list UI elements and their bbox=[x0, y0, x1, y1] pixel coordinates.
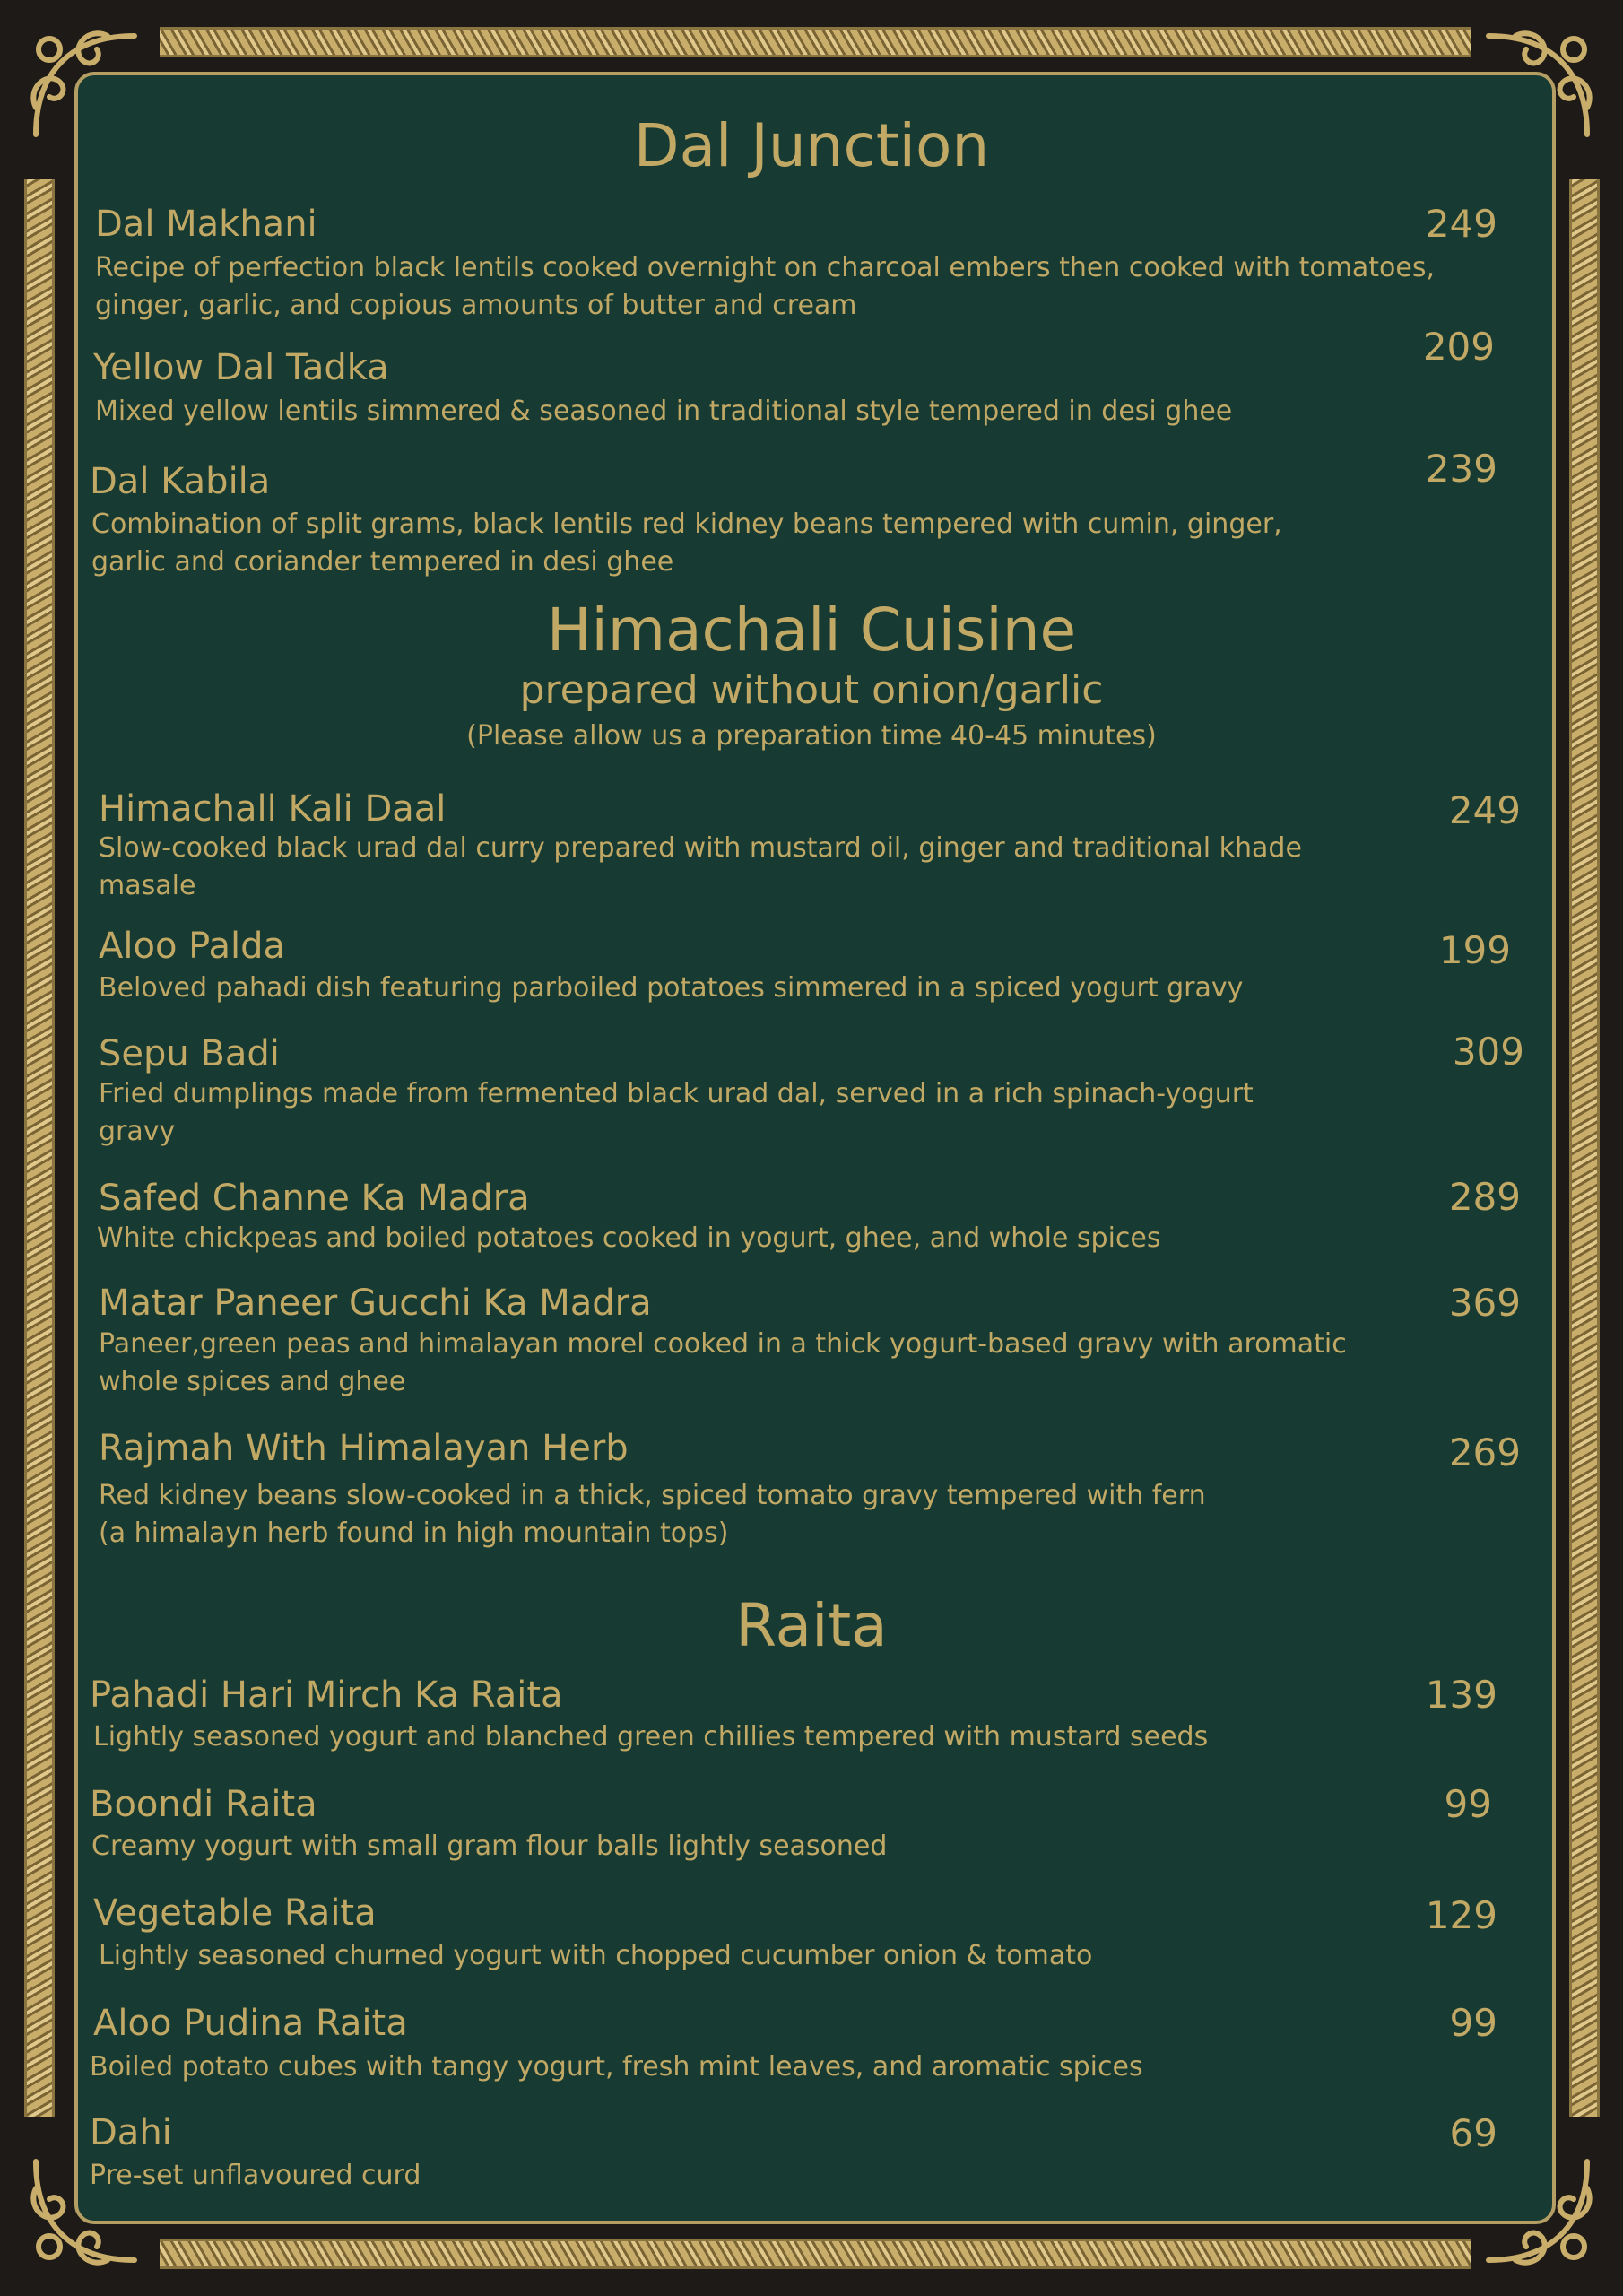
menu-item-price: 99 bbox=[1444, 1782, 1492, 1826]
menu-item-name: Dahi bbox=[90, 2112, 172, 2153]
menu-item-name: Vegetable Raita bbox=[93, 1892, 377, 1934]
menu-item-name: Dal Kabila bbox=[90, 461, 271, 502]
menu-item-description: Red kidney beans slow-cooked in a thick, spiced tomato gravy tempered with fern bbox=[99, 1480, 1206, 1511]
menu-item-price: 209 bbox=[1422, 325, 1495, 369]
menu-item-description: White chickpeas and boiled potatoes cooked in yogurt, ghee, and whole spices bbox=[97, 1222, 1161, 1254]
menu-item-name: Rajmah With Himalayan Herb bbox=[99, 1428, 629, 1469]
menu-item-description: Paneer,green peas and himalayan morel cooked in a thick yogurt-based gravy with aromatic whole spices and ghee bbox=[99, 1328, 1347, 1397]
menu-item-name: Yellow Dal Tadka bbox=[93, 347, 389, 388]
menu-item-name: Boondi Raita bbox=[90, 1784, 317, 1825]
menu-item-price: 269 bbox=[1448, 1431, 1521, 1474]
menu-item-description: Recipe of perfection black lentils cooked overnight on charcoal embers then cooked with tomatoes, ginger, garlic, and copious amounts of butter and cream bbox=[95, 252, 1436, 321]
menu-item-price: 249 bbox=[1448, 788, 1521, 832]
section-subtitle: prepared without onion/garlic bbox=[519, 667, 1104, 713]
menu-item-name: Aloo Pudina Raita bbox=[93, 2003, 408, 2044]
menu-item-description: Creamy yogurt with small gram flour balls lightly seasoned bbox=[91, 1831, 888, 1862]
menu-item-name: Pahadi Hari Mirch Ka Raita bbox=[90, 1674, 563, 1716]
menu-item-description: Beloved pahadi dish featuring parboiled potatoes simmered in a spiced yogurt gravy bbox=[99, 972, 1244, 1004]
menu-item-name: Dal Makhani bbox=[95, 204, 317, 245]
menu-item-name: Aloo Palda bbox=[99, 926, 285, 967]
menu-item-description: Slow-cooked black urad dal curry prepared with mustard oil, ginger and traditional khade masale bbox=[99, 832, 1302, 901]
menu-item-price: 239 bbox=[1425, 447, 1497, 491]
section-title-dal-junction: Dal Junction bbox=[633, 111, 990, 180]
menu-item-description: Mixed yellow lentils simmered & seasoned in traditional style tempered in desi ghee bbox=[95, 396, 1233, 427]
section-title-raita: Raita bbox=[735, 1591, 888, 1660]
menu-item-name: Safed Channe Ka Madra bbox=[99, 1178, 530, 1219]
menu-item-description: Pre-set unflavoured curd bbox=[90, 2160, 421, 2191]
rope-border-bottom bbox=[160, 2239, 1471, 2269]
menu-item-description: Combination of split grams, black lentils red kidney beans tempered with cumin, ginger, garlic and coriander tempered in desi ghee bbox=[91, 509, 1282, 578]
menu-item-price: 69 bbox=[1449, 2111, 1497, 2155]
section-title-himachali-cuisine: Himachali Cuisine bbox=[546, 596, 1077, 665]
menu-item-price: 309 bbox=[1452, 1030, 1524, 1074]
menu-item-description: Lightly seasoned churned yogurt with chopped cucumber onion & tomato bbox=[99, 1940, 1093, 1971]
rope-border-left bbox=[24, 179, 55, 2117]
menu-item-price: 199 bbox=[1438, 928, 1511, 972]
menu-item-price: 249 bbox=[1425, 202, 1497, 246]
menu-item-price: 99 bbox=[1449, 2001, 1497, 2045]
menu-item-price: 369 bbox=[1448, 1281, 1521, 1325]
menu-item-price: 129 bbox=[1425, 1893, 1497, 1937]
menu-item-description: Fried dumplings made from fermented black urad dal, served in a rich spinach-yogurt gravy bbox=[99, 1078, 1254, 1147]
menu-item-name: Matar Paneer Gucchi Ka Madra bbox=[99, 1283, 652, 1324]
menu-item-name: Sepu Badi bbox=[99, 1033, 280, 1074]
rope-border-top bbox=[160, 27, 1471, 57]
menu-item-price: 289 bbox=[1448, 1175, 1521, 1219]
preparation-time-note: (Please allow us a preparation time 40-45 minutes) bbox=[466, 720, 1157, 752]
menu-item-description: Lightly seasoned yogurt and blanched green chillies tempered with mustard seeds bbox=[93, 1721, 1209, 1752]
rope-border-right bbox=[1569, 179, 1600, 2117]
menu-item-name: Himachall Kali Daal bbox=[99, 788, 447, 830]
menu-item-price: 139 bbox=[1425, 1673, 1497, 1717]
menu-item-description: (a himalayn herb found in high mountain tops) bbox=[99, 1518, 729, 1549]
menu-item-description: Boiled potato cubes with tangy yogurt, fresh mint leaves, and aromatic spices bbox=[90, 2051, 1143, 2083]
